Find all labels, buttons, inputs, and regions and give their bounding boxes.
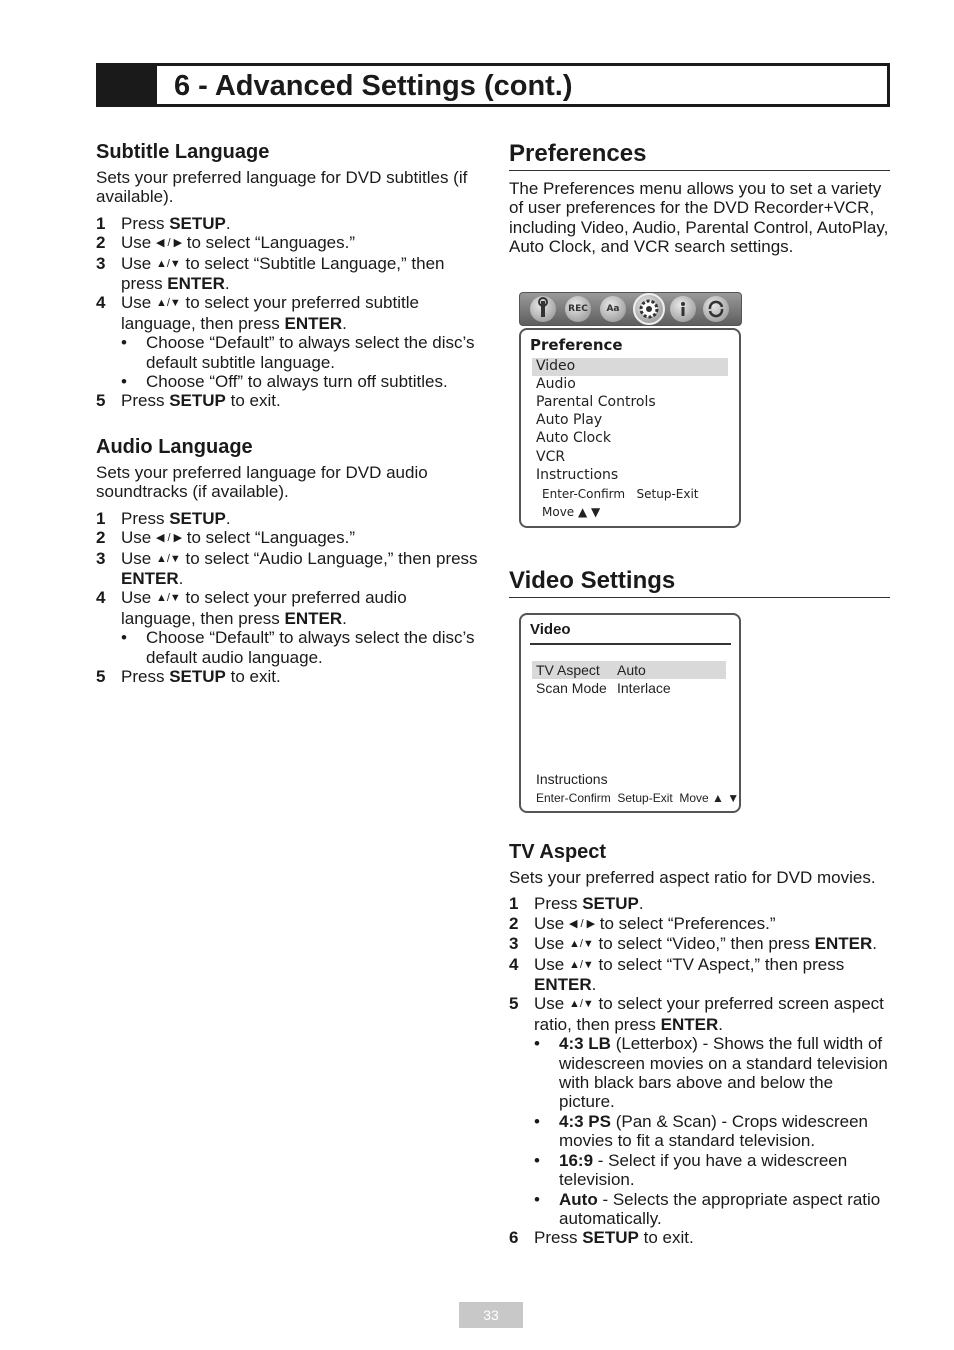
refresh-icon (703, 296, 729, 322)
menu-title: Video (530, 621, 571, 638)
up-down-arrows-icon: ▲/▼ (568, 998, 594, 1011)
video-settings-heading: Video Settings (509, 567, 890, 598)
menu-hint: Move ▲ ▼ (542, 505, 601, 519)
up-down-arrows-icon: ▲/▼ (155, 592, 181, 605)
step-item: 1 Press SETUP. (509, 894, 644, 914)
preferences-heading: Preferences (509, 140, 890, 171)
info-icon (670, 296, 696, 322)
menu-item: Auto Play (536, 412, 603, 428)
up-down-arrows-icon: ▲/▼ (155, 297, 181, 310)
bullet-item: • Choose “Off” to always turn off subtitles. (121, 372, 486, 391)
subtitle-language-intro: Sets your preferred language for DVD subtitles (if available). (96, 168, 468, 207)
menu-divider (530, 643, 731, 645)
step-item: 3 Use ▲/▼ to select “Audio Language,” then press ENTER. (96, 548, 478, 588)
menu-title: Preference (530, 336, 623, 354)
bullet-item: • Choose “Default” to always select the disc’s default subtitle language. (121, 333, 486, 372)
step-item: 1 Press SETUP. (96, 508, 231, 528)
step-item: 5 Use ▲/▼ to select your preferred screen aspect ratio, then press ENTER. • 4:3 LB (Letterbox) - Shows the full width of widescreen movies on a standard television with black bars above and below the picture. • 4:3 PS (Pan & Scan) - Crops widescreen movies to fit a standard television. • 16:9 - Select if you have a widescreen television. • Auto - Selects the appropriate aspect ratio automatically. (509, 994, 890, 1228)
menu-item: Instructions (536, 467, 619, 483)
page-number: 33 (459, 1302, 523, 1328)
menu-item: VCR (536, 449, 566, 465)
bullet-item: • 4:3 LB (Letterbox) - Shows the full width of widescreen movies on a standard television with black bars above and below the picture. (534, 1034, 890, 1112)
audio-language-heading: Audio Language (96, 435, 253, 458)
tv-aspect-column (509, 840, 890, 1248)
subtitle-options-bullets (121, 333, 486, 391)
step-item: 4 Use ▲/▼ to select your preferred subtitle language, then press ENTER. • Choose “Default” to always select the disc’s default subtitle language. • Choose “Off” to always turn off subtitles. (96, 293, 486, 391)
left-column (96, 140, 486, 686)
left-right-arrows-icon: ◀ / ▶ (155, 532, 183, 545)
left-right-arrows-icon: ◀ / ▶ (568, 917, 596, 930)
wrench-icon (530, 296, 556, 322)
step-item: 4 Use ▲/▼ to select your preferred audio language, then press ENTER. • Choose “Default” to always select the disc’s default audio language. (96, 588, 486, 667)
bullet-item: • 16:9 - Select if you have a widescreen television. (534, 1151, 890, 1190)
tv-aspect-steps (509, 894, 890, 1247)
preference-menu-screen (519, 328, 741, 528)
preferences-intro: The Preferences menu allows you to set a variety of user preferences for the DVD Recorder+VCR, including Video, Audio, Parental Control, AutoPlay, Auto Clock, and VCR search settings. (509, 179, 889, 257)
preferences-gear-icon (633, 293, 665, 325)
rec-icon: REC (565, 296, 591, 322)
menu-item: Video (536, 358, 576, 374)
step-item: 2 Use ◀ / ▶ to select “Preferences.” (509, 913, 776, 933)
menu-hint: Enter-Confirm Setup-Exit Move ▲ ▼ (536, 791, 740, 805)
bullet-item: • Choose “Default” to always select the disc’s default audio language. (121, 628, 486, 667)
menu-item: Parental Controls (536, 394, 656, 410)
video-settings-heading-wrap (509, 567, 890, 598)
setup-icon-bar (519, 292, 742, 326)
header-black-block (99, 66, 157, 104)
subtitle-language-heading: Subtitle Language (96, 141, 270, 163)
menu-instructions: Instructions (536, 771, 608, 787)
video-row-label: Scan Mode (536, 680, 607, 696)
step-item: 6 Press SETUP to exit. (509, 1228, 694, 1248)
step-item: 2 Use ◀ / ▶ to select “Languages.” (96, 233, 356, 253)
aspect-options-bullets (534, 1034, 890, 1228)
left-right-arrows-icon: ◀ / ▶ (155, 237, 183, 250)
up-down-arrows-icon: ▲/▼ (568, 958, 594, 971)
subtitle-language-steps (96, 214, 486, 411)
tv-aspect-intro: Sets your preferred aspect ratio for DVD movies. (509, 868, 876, 887)
menu-item: Auto Clock (536, 430, 611, 446)
bullet-item: • Auto - Selects the appropriate aspect ratio automatically. (534, 1190, 890, 1229)
section-header (96, 63, 890, 107)
up-down-arrows-icon: ▲/▼ (568, 938, 594, 951)
tv-aspect-heading: TV Aspect (509, 841, 607, 863)
video-row-value: Auto (617, 662, 646, 678)
step-item: 2 Use ◀ / ▶ to select “Languages.” (96, 528, 356, 548)
video-row-value: Interlace (617, 680, 671, 696)
audio-language-steps (96, 509, 486, 687)
preferences-column (509, 140, 890, 264)
step-item: 4 Use ▲/▼ to select “TV Aspect,” then press ENTER. (509, 954, 845, 995)
audio-language-intro: Sets your preferred language for DVD audio soundtracks (if available). (96, 462, 428, 502)
step-item: 5 Press SETUP to exit. (96, 666, 281, 686)
step-item: 5 Press SETUP to exit. (96, 391, 281, 411)
up-down-arrows-icon: ▲/▼ (155, 257, 181, 270)
audio-options-bullets (121, 628, 486, 667)
page-title: 6 - Advanced Settings (cont.) (174, 70, 573, 102)
language-icon: Aa (600, 296, 626, 322)
menu-item: Audio (536, 376, 576, 392)
menu-hint: Enter-Confirm Setup-Exit (542, 487, 699, 501)
step-item: 3 Use ▲/▼ to select “Video,” then press ENTER. (509, 934, 877, 954)
up-down-arrows-icon: ▲/▼ (155, 552, 181, 565)
bullet-item: • 4:3 PS (Pan & Scan) - Crops widescreen movies to fit a standard television. (534, 1112, 890, 1151)
video-menu-screen (519, 613, 741, 813)
video-row-label: TV Aspect (536, 662, 600, 678)
step-item: 3 Use ▲/▼ to select “Subtitle Language,” then press ENTER. (96, 253, 445, 294)
step-item: 1 Press SETUP. (96, 213, 231, 233)
